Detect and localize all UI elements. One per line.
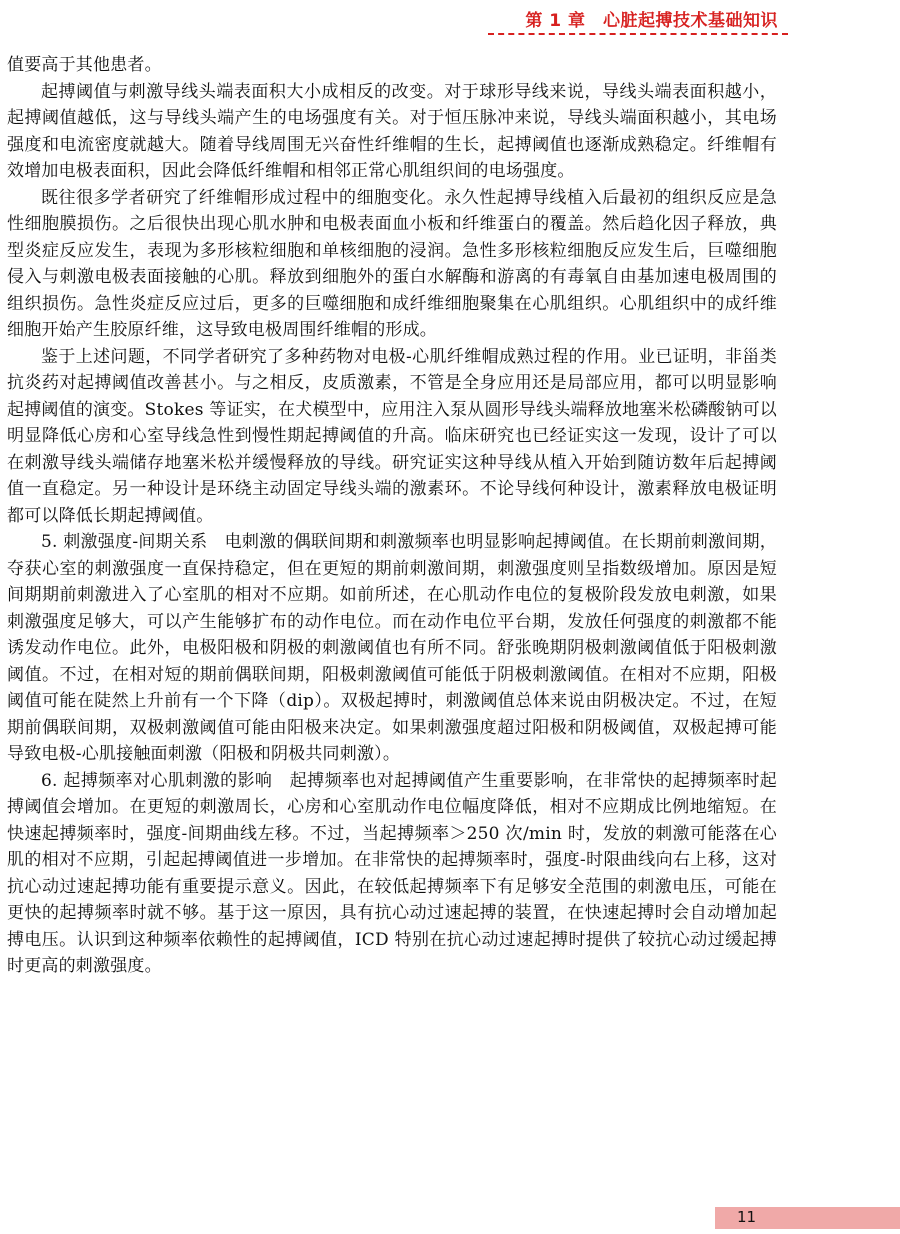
header-divider: [488, 33, 788, 35]
page-header: [0, 0, 900, 40]
body-text: [7, 52, 777, 980]
paragraph-continuation: 值要高于其他患者。: [7, 55, 162, 75]
paragraph-steroid-drugs: 鉴于上述问题，不同学者研究了多种药物对电极-心肌纤维帽成熟过程的作用。业已证明，非甾类抗炎药对起搏阈值改善甚小。与之相反，皮质激素，不管是全身应用还是局部应用，都可以明显影响起搏阈值的演变。Stokes 等证实，在犬模型中，应用注入泵从圆形导线头端释放地塞米松磷酸钠可以明显降低心房和心室导线急性到慢性期起搏阈值的升高。临床研究也已经证实这一发现，设计了可以在刺激导线头端储存地塞米松并缓慢释放的导线。研究证实这种导线从植入开始到随访数年后起搏阈值一直稳定。另一种设计是环绕主动固定导线头端的激素环。不论导线何种设计，激素释放电极证明都可以降低长期起搏阈值。: [7, 346, 777, 526]
page-number: 11: [737, 1208, 757, 1226]
paragraph-strength-interval: 5. 刺激强度-间期关系 电刺激的偶联间期和刺激频率也明显影响起搏阈值。在长期前刺激间期，夺获心室的刺激强度一直保持稳定，但在更短的期前刺激间期，刺激强度则呈指数级增加。原因是短间期期前刺激进入了心室肌的相对不应期。如前所述，在心肌动作电位的复极阶段发放电刺激，如果刺激强度足够大，可以产生能够扩布的动作电位。而在动作电位平台期，发放任何强度的刺激都不能诱发动作电位。此外，电极阳极和阴极的刺激阈值也有所不同。舒张晚期阴极刺激阈值低于阳极刺激阈值。不过，在相对短的期前偶联间期，阳极刺激阈值可能低于阴极刺激阈值。在相对不应期，阳极阈值可能在陡然上升前有一个下降（dip）。双极起搏时，刺激阈值总体来说由阴极决定。不过，在短期前偶联间期，双极刺激阈值可能由阳极来决定。如果刺激强度超过阳极和阴极阈值，双极起搏可能导致电极-心肌接触面刺激（阳极和阴极共同刺激）。: [7, 532, 777, 764]
paragraph-fibrous-capsule: 既往很多学者研究了纤维帽形成过程中的细胞变化。永久性起搏导线植入后最初的组织反应是急性细胞膜损伤。之后很快出现心肌水肿和电极表面血小板和纤维蛋白的覆盖。然后趋化因子释放，典型炎症反应发生，表现为多形核粒细胞和单核细胞的浸润。急性多形核粒细胞反应发生后，巨噬细胞侵入与刺激电极表面接触的心肌。释放到细胞外的蛋白水解酶和游离的有毒氧自由基加速电极周围的组织损伤。急性炎症反应过后，更多的巨噬细胞和成纤维细胞聚集在心肌组织。心肌组织中的成纤维细胞开始产生胶原纤维，这导致电极周围纤维帽的形成。: [7, 187, 777, 340]
paragraph-pacing-rate: 6. 起搏频率对心肌刺激的影响 起搏频率也对起搏阈值产生重要影响，在非常快的起搏频率时起搏阈值会增加。在更短的刺激周长，心房和心室肌动作电位幅度降低，相对不应期成比例地缩短。在快速起搏频率时，强度-间期曲线左移。不过，当起搏频率＞250 次/min 时，发放的刺激可能落在心肌的相对不应期，引起起搏阈值进一步增加。在非常快的起搏频率时，强度-时限曲线向右上移，这对抗心动过速起搏功能有重要提示意义。因此，在较低起搏频率下有足够安全范围的刺激电压，可能在更快的起搏频率时就不够。基于这一原因，具有抗心动过速起搏的装置，在快速起搏时会自动增加起搏电压。认识到这种频率依赖性的起搏阈值，ICD 特别在抗心动过速起搏时提供了较抗心动过缓起搏时更高的刺激强度。: [7, 770, 777, 976]
page-footer-band: [715, 1207, 900, 1229]
paragraph-electrode-surface: 起搏阈值与刺激导线头端表面积大小成相反的改变。对于球形导线来说，导线头端表面积越小，起搏阈值越低，这与导线头端产生的电场强度有关。对于恒压脉冲来说，导线头端面积越小，其电场强度和电流密度就越大。随着导线周围无兴奋性纤维帽的生长，起搏阈值也逐渐成熟稳定。纤维帽有效增加电极表面积，因此会降低纤维帽和相邻正常心肌组织间的电场强度。: [7, 81, 777, 181]
chapter-title: 第 1 章 心脏起搏技术基础知识: [525, 11, 778, 31]
